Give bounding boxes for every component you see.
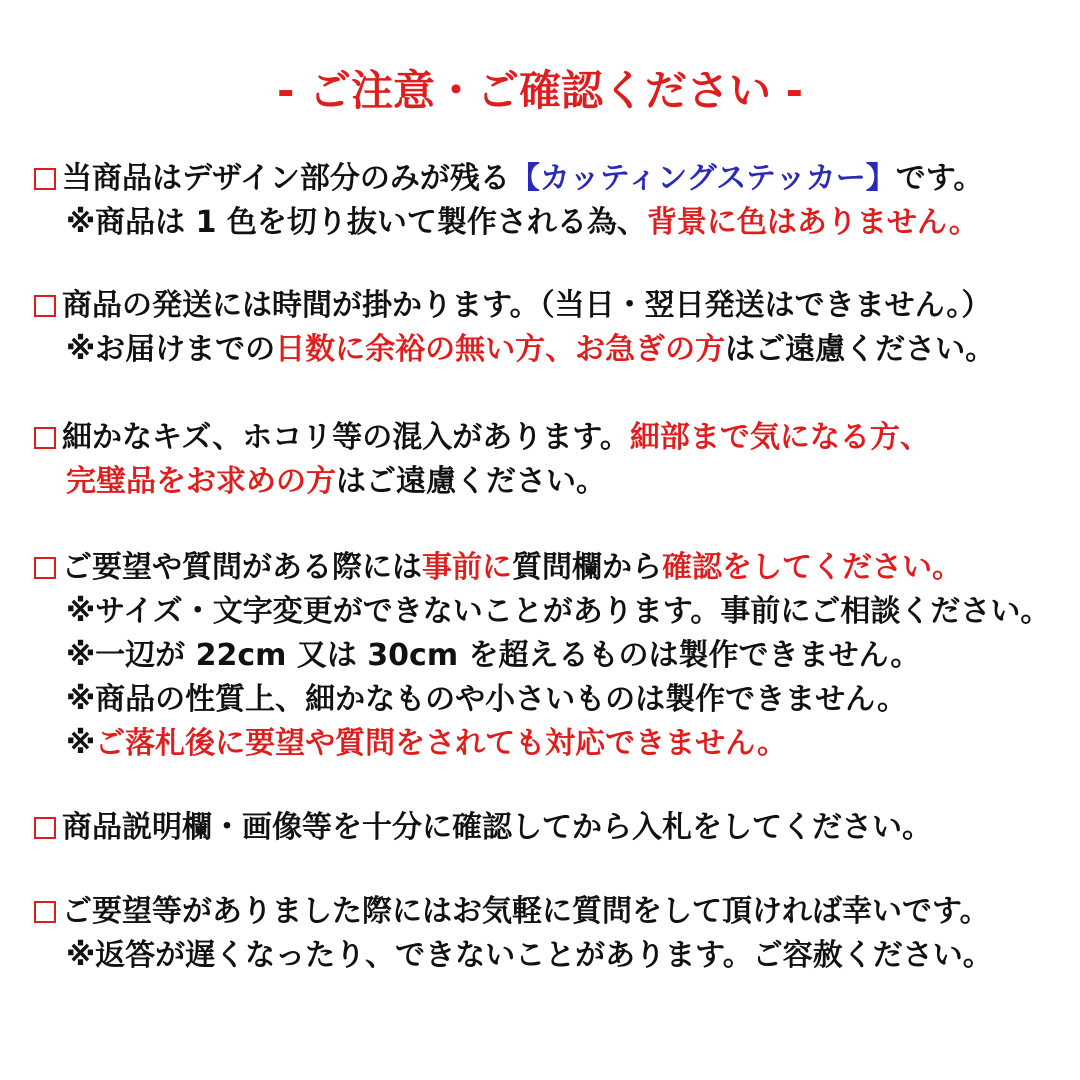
notice-line: ご要望や質問がある際には事前に質問欄から確認をしてください。 bbox=[34, 546, 1074, 590]
highlight-red: 確認をしてください。 bbox=[662, 550, 962, 585]
checkbox-icon bbox=[34, 427, 56, 449]
highlight-red: 細部まで気になる方、 bbox=[629, 420, 930, 455]
notice-section-requests bbox=[34, 546, 1074, 766]
notice-section-description bbox=[34, 806, 1074, 850]
notice-subline: ※商品は 1 色を切り抜いて製作される為、背景に色はありません。 bbox=[66, 205, 979, 240]
notice-line: 細かなキズ、ホコリ等の混入があります。細部まで気になる方、 bbox=[34, 416, 1074, 460]
highlight-red: ご落札後に要望や質問をされても対応できません。 bbox=[95, 726, 787, 761]
notice-section-questions bbox=[34, 890, 1074, 978]
highlight-red: 日数に余裕の無い方、お急ぎの方 bbox=[275, 332, 726, 367]
checkbox-icon bbox=[34, 295, 56, 317]
notice-subline: ※返答が遅くなったり、できないことがあります。ご容赦ください。 bbox=[66, 938, 993, 973]
checkbox-icon bbox=[34, 168, 56, 190]
notice-line: 商品説明欄・画像等を十分に確認してから入札をしてください。 bbox=[34, 806, 1074, 850]
notice-subline: ※商品の性質上、細かなものや小さいものは製作できません。 bbox=[66, 682, 907, 717]
checkbox-icon bbox=[34, 817, 56, 839]
highlight-red: 完璧品をお求めの方 bbox=[66, 464, 336, 499]
notice-section-sticker bbox=[34, 157, 1074, 245]
notice-subline: ※お届けまでの日数に余裕の無い方、お急ぎの方はご遠慮ください。 bbox=[66, 332, 996, 367]
notice-subline: ※サイズ・文字変更ができないことがあります。事前にご相談ください。 bbox=[66, 594, 1051, 629]
notice-line: 当商品はデザイン部分のみが残る【カッティングステッカー】です。 bbox=[34, 157, 1074, 201]
notice-subline: 完璧品をお求めの方はご遠慮ください。 bbox=[66, 464, 606, 499]
checkbox-icon bbox=[34, 901, 56, 923]
notice-line: 商品の発送には時間が掛かります。（当日・翌日発送はできません。） bbox=[34, 284, 1074, 328]
highlight-red: 事前に bbox=[422, 550, 512, 585]
highlight-blue: 【カッティングステッカー】 bbox=[509, 161, 896, 196]
notice-subline: ※一辺が 22cm 又は 30cm を超えるものは製作できません。 bbox=[66, 638, 921, 673]
page-title: - ご注意・ご確認ください - bbox=[276, 66, 804, 115]
notice-line: ご要望等がありました際にはお気軽に質問をして頂ければ幸いです。 bbox=[34, 890, 1074, 934]
notice-subline: ※ご落札後に要望や質問をされても対応できません。 bbox=[66, 726, 787, 761]
notice-section-condition bbox=[34, 416, 1074, 504]
checkbox-icon bbox=[34, 557, 56, 579]
highlight-red: 背景に色はありません。 bbox=[646, 205, 979, 240]
notice-section-shipping bbox=[34, 284, 1074, 372]
